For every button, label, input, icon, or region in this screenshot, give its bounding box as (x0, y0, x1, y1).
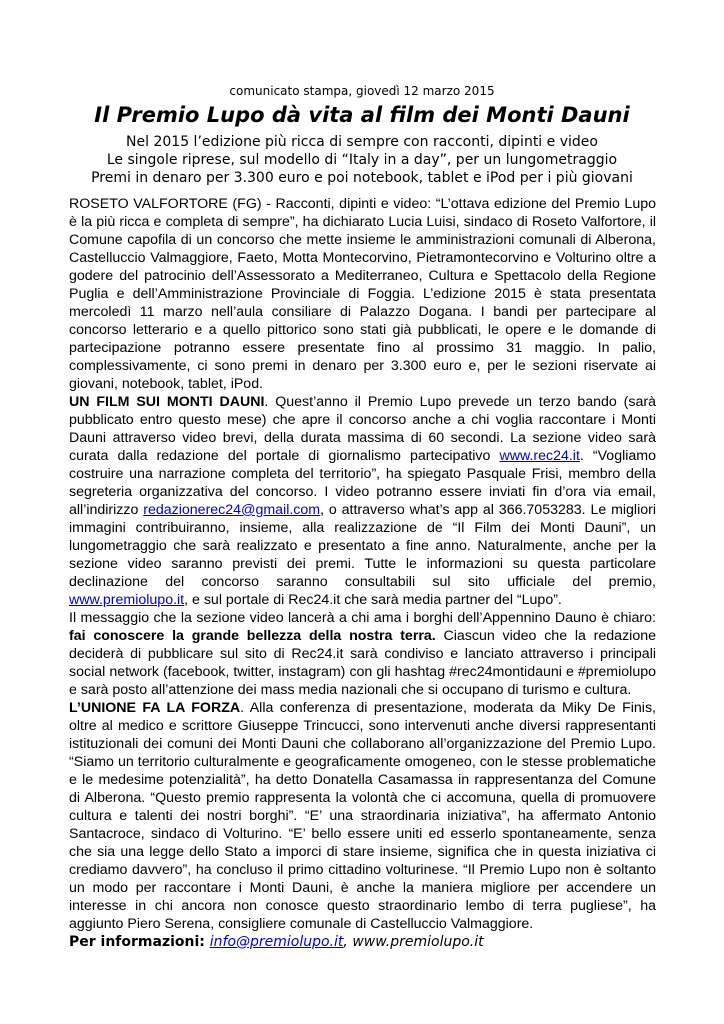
contact-label: Per informazioni: (69, 934, 210, 950)
paragraph-message-text-b: Ciascun video che la redazione deciderà di pubblicare sul sito di Rec24.it sarà condiviso e lanciato attraverso i principali social network (facebook, twitter, instagram) con gli hashtag #rec24montidauni e #premiolupo e sarà posto all’attenzione dei mass media nazionali che si occupano di turismo e cultura. (69, 628, 656, 698)
subtitle-block (0, 133, 724, 187)
paragraph-intro: ROSETO VALFORTORE (FG) - Racconti, dipinti e video: “L’ottava edizione del Premio Lupo è la più ricca e completa di sempre”, ha dichiarato Lucia Luisi, sindaco di Roseto Valfortore, il Comune capofila di un concorso che mette insieme le amministrazioni comunali di Alberona, Castelluccio Valmaggiore, Faeto, Motta Montecorvino, Pietramontecorvino e Volturino oltre a godere del patrocinio dell’Assessorato a Mediterraneo, Cultura e Spettacolo della Regione Puglia e dell’Amministrazione Provinciale di Foggia. L’edizione 2015 è stata presentata mercoledì 11 marzo nell’aula consiliare di Palazzo Dogana. I bandi per partecipare al concorso letterario e a quello pittorico sono stati già pubblicati, le opere e le domande di partecipazione potranno essere presentate fino al prossimo 31 maggio. In palio, complessivamente, ci sono premi in denaro per 3.300 euro e, per le sezioni riservate ai giovani, notebook, tablet, iPod. (69, 196, 656, 392)
paragraph-message-text-a: Il messaggio che la sezione video lancerà a chi ama i borghi dell’Appennino Dauno è chiaro: (69, 610, 656, 626)
section-heading-film: UN FILM SUI MONTI DAUNI (69, 394, 265, 410)
page-title: Il Premio Lupo dà vita al film dei Monti Dauni (94, 103, 630, 127)
paragraph-film-text-c: , o attraverso what’s app al 366.7053283. Le migliori immagini contribuiranno, insieme, alla realizzazione de “Il Film dei Monti Dauni”, un lungometraggio che sarà realizzato e presentato a fine anno. Naturalmente, anche per la sezione video saranno previsti dei premi. Tutte le informazioni su questa particolare declinazione del concorso saranno consultabili sul sito ufficiale del premio, (69, 502, 657, 590)
paragraph-union (69, 699, 656, 933)
paragraph-film-text-d: , e sul portale di Rec24.it che sarà media partner del “Lupo”. (184, 592, 562, 608)
email-link[interactable]: redazionerec24@gmail.com (143, 502, 321, 518)
paragraph-film (69, 393, 656, 609)
dateline: comunicato stampa, giovedì 12 marzo 2015 (229, 84, 495, 98)
premiolupo-link[interactable]: www.premiolupo.it (69, 592, 185, 608)
paragraph-union-text: . Alla conferenza di presentazione, moderata da Miky De Finis, oltre al medico e scrittore Giuseppe Trincucci, sono intervenuti anche diversi rappresentanti istituzionali dei comuni dei Monti Dauni che collaborano all’organizzazione del Premio Lupo. “Siamo un territorio culturalmente e geograficamente omogeneo, con le stesse problematiche e le medesime potenzialità”, ha detto Donatella Casamassa in rappresentanza del Comune di Alberona. “Questo premio rappresenta la volontà che ci accomuna, quella di promuovere cultura e talenti dei nostri borghi”. “E’ una straordinaria iniziativa”, ha affermato Antonio Santacroce, sindaco di Volturino. “E’ bello essere uniti ed esserlo spontaneamente, senza che sia una legge dello Stato a imporci di stare insieme, significa che in questa iniziativa ci crediamo davvero”, ha concluso il primo cittadino volturinese. “Il Premio Lupo non è soltanto un modo per raccontare i Monti Dauni, è anche la maniera migliore per accendere un interesse in chi ancora non conosce questo straordinario lembo di terra pugliese”, ha aggiunto Piero Serena, consigliere comunale di Castelluccio Valmaggiore. (69, 700, 656, 932)
paragraph-message (69, 609, 656, 699)
contact-footer (69, 934, 484, 950)
subtitle-line-3: Premi in denaro per 3.300 euro e poi notebook, tablet e iPod per i più giovani (91, 170, 633, 186)
subtitle-line-2: Le singole riprese, sul modello di “Italy in a day”, per un lungometraggio (106, 152, 618, 168)
subtitle-line-1: Nel 2015 l’edizione più ricca di sempre con racconti, dipinti e video (126, 134, 598, 150)
article-body (69, 195, 656, 933)
paragraph-film-text-b: . “Vogliamo costruire una narrazione completa del territorio”, ha spiegato Pasquale Frisi, membro della segreteria organizzativa del concorso. I video potranno essere inviati fin d’ora via email, all’indirizzo (69, 448, 656, 518)
rec24-link[interactable]: www.rec24.it (499, 448, 580, 464)
contact-email-link[interactable]: info@premiolupo.it (209, 934, 344, 950)
contact-separator: , (343, 934, 353, 950)
paragraph-film-text-a: . Quest’anno il Premio Lupo prevede un terzo bando (sarà pubblicato entro questo mese) che apre il concorso anche a chi voglia raccontare i Monti Dauni attraverso video brevi, della durata massima di 60 secondi. La sezione video sarà curata dalla redazione del portale di giornalismo partecipativo (69, 394, 656, 464)
paragraph-message-bold: fai conoscere la grande bellezza della nostra terra. (69, 628, 436, 644)
contact-site: www.premiolupo.it (352, 934, 484, 950)
section-heading-union: L’UNIONE FA LA FORZA (69, 700, 241, 716)
